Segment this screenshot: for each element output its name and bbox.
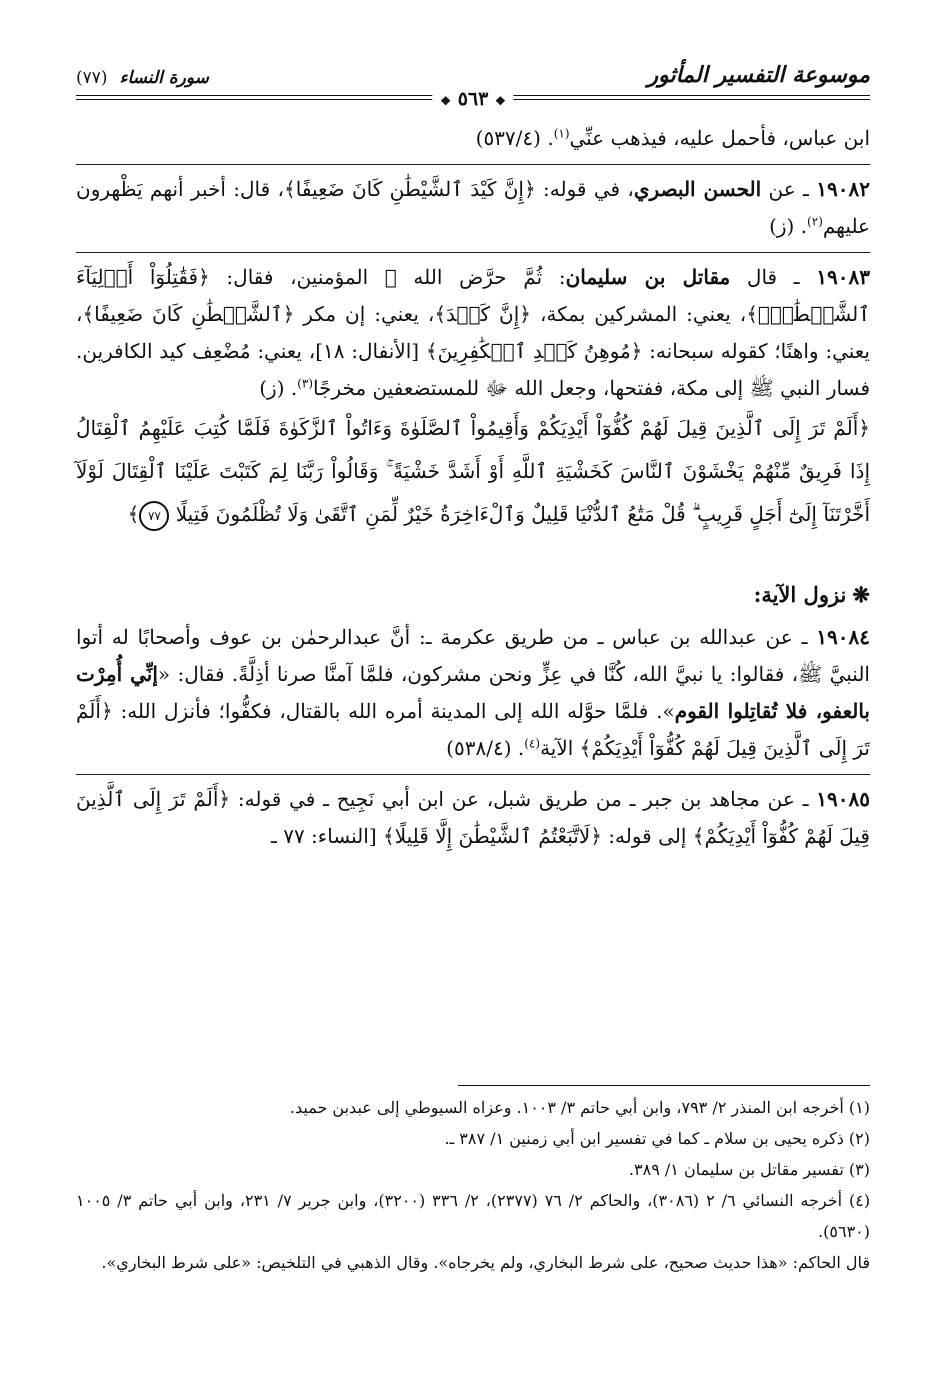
prophetic-saying: إنِّي أُمِرْت بالعفو، فلا تُقاتِلوا القوم — [76, 662, 871, 723]
paragraph: ١٩٠٨٥ ـ عن مجاهد بن جبر ـ من طريق شبل، عن ابن أبي نَجِيح ـ في قوله: ﴿أَلَمْ تَرَ إِلَى ٱلَّذِينَ قِيلَ لَهُمْ كُفُّوٓاْ أَيْدِيَكُمْ﴾ إلى قوله: ﴿لَاتَّبَعْتُمُ ٱلشَّيْطَٰنَ إِلَّا قَلِيلًا﴾ [النساء: ٧٧ ـ — [76, 787, 870, 848]
section-heading: ❋نزول الآية: — [753, 582, 870, 607]
footnote: (٢) ذكره يحيى بن سلام ـ كما في تفسير ابن أبي زمنين ١/ ٣٨٧ ـ. — [444, 1129, 870, 1148]
footnote-rule — [458, 1085, 870, 1086]
footnote: (٣) تفسير مقاتل بن سليمان ١/ ٣٨٩. — [628, 1160, 870, 1179]
footnote-ref: (١) — [553, 126, 570, 141]
paragraph: ١٩٠٨٢ ـ عن الحسن البصري، في قوله: ﴿إِنَّ كَيْدَ ٱلشَّيْطَٰنِ كَانَ ضَعِيفًا﴾، قال: أخبر أنهم يَظْهرون عليهم$^{(٢)}$. (ز) — [76, 177, 870, 238]
footnote-ref: (٤) — [524, 736, 541, 751]
paragraph: ابن عباس، فأحمل عليه، فيذهب عنِّي$^{(١)}$. (٥٣٧/٤) — [475, 126, 870, 150]
footnote-ref: (٢) — [807, 214, 823, 229]
running-header — [76, 52, 870, 88]
page-number-box — [432, 88, 513, 110]
page-number: ٥٦٣ — [457, 88, 489, 110]
surah-label — [76, 68, 209, 88]
footnote-ref: (٣) — [297, 376, 314, 391]
main-text — [76, 120, 870, 855]
paragraph: ١٩٠٨٣ ـ قال مقاتل بن سليمان: ثُمَّ حرَّض الله ﷻ المؤمنين، فقال: ﴿فَقَٰتِلُوٓاْ أَوۡلِيَآءَ ٱلشَّيۡطَٰنِۖ﴾، يعني: المشركين بمكة، ﴿إِنَّ كَيۡدَ﴾، يعني: إن مكر ﴿ٱلشَّيۡطَٰنِ كَانَ ضَعِيفًا﴾، يعني: واهنًا؛ كقوله سبحانه: ﴿مُوهِنُ كَيۡدِ ٱلۡكَٰفِرِينَ﴾ [الأنفال: ١٨]، يعني: مُضْعِف كيد الكافرين. فسار النبي ﷺ إلى مكة، ففتحها، وجعل الله ﷻ للمستضعفين مخرجًا$^{(٣)}$. (ز) — [76, 265, 871, 400]
footnotes — [76, 1085, 870, 1278]
narrator-name: الحسن البصري — [633, 177, 762, 201]
footnote: (١) أخرجه ابن المنذر ٢/ ٧٩٣، وابن أبي حاتم ٣/ ١٠٠٣. وعزاه السيوطي إلى عبدبن حميد. — [289, 1098, 870, 1117]
divider — [76, 774, 870, 775]
verse-number: (٧٧) — [76, 68, 108, 88]
footnote: (٤) أخرجه النسائي ٦/ ٢ (٣٠٨٦)، والحاكم ٢/ ٧٦ (٢٣٧٧)، ٢/ ٣٣٦ (٣٢٠٠)، وابن جرير ٧/ ٢٣١، وابن أبي حاتم ٣/ ١٠٠٥ (٥٦٣٠). — [76, 1191, 871, 1241]
footnote: قال الحاكم: «هذا حديث صحيح، على شرط البخاري، ولم يخرجاه». وقال الذهبي في التلخيص: «على شرط البخاري». — [101, 1253, 870, 1272]
hadith-number: ١٩٠٨٢ — [816, 177, 870, 201]
ornament-icon: ❖ — [440, 94, 452, 108]
divider — [76, 252, 870, 253]
hadith-number: ١٩٠٨٤ — [816, 625, 870, 649]
narrator-name: مقاتل بن سليمان — [565, 265, 731, 289]
verse-end-marker: ٧٧ — [139, 501, 169, 531]
hadith-number: ١٩٠٨٣ — [816, 265, 870, 289]
header-rule — [76, 88, 870, 110]
surah-name: سورة النساء — [119, 68, 209, 88]
divider — [76, 164, 870, 165]
ornament-icon: ❖ — [494, 94, 506, 108]
book-title: موسوعة التفسير المأثور — [647, 62, 870, 88]
quran-verse: ﴿أَلَمْ تَرَ إِلَى ٱلَّذِينَ قِيلَ لَهُمْ كُفُّوٓاْ أَيْدِيَكُمْ وَأَقِيمُواْ ٱلصَّلَوٰةَ وَءَاتُواْ ٱلزَّكَوٰةَ فَلَمَّا كُتِبَ عَلَيْهِمُ ٱلْقِتَالُ إِذَا فَرِيقٌ مِّنْهُمْ يَخْشَوْنَ ٱلنَّاسَ كَخَشْيَةِ ٱللَّهِ أَوْ أَشَدَّ خَشْيَةً ۚ وَقَالُواْ رَبَّنَا لِمَ كَتَبْتَ عَلَيْنَا ٱلْقِتَالَ لَوْلَآ أَخَّرْتَنَآ إِلَىٰٓ أَجَلٍ قَرِيبٍ ۗ قُلْ مَتَٰعُ ٱلدُّنْيَا قَلِيلٌ وَٱلْءَاخِرَةُ خَيْرٌ لِّمَنِ ٱتَّقَىٰ وَلَا تُظْلَمُونَ فَتِيلًا ٧٧﴾ — [76, 407, 870, 536]
flower-icon: ❋ — [852, 582, 870, 607]
paragraph: ١٩٠٨٤ ـ عن عبدالله بن عباس ـ من طريق عكرمة ـ: أنَّ عبدالرحمٰن بن عوف وأصحابًا له أتوا النبيَّ ﷺ، فقالوا: يا نبيَّ الله، كُنَّا في عِزٍّ ونحن مشركون، فلمَّا آمنَّا صرنا أذِلَّةً. فقال: «إنِّي أُمِرْت بالعفو، فلا تُقاتِلوا القوم». فلمَّا حوَّله الله إلى المدينة أمره الله بالقتال، فكفُّوا؛ فأنزل الله: ﴿أَلَمْ تَرَ إِلَى ٱلَّذِينَ قِيلَ لَهُمْ كُفُّوٓاْ أَيْدِيَكُمْ﴾ الآية$^{(٤)}$. (٥٣٨/٤) — [76, 625, 871, 760]
hadith-number: ١٩٠٨٥ — [816, 787, 870, 811]
